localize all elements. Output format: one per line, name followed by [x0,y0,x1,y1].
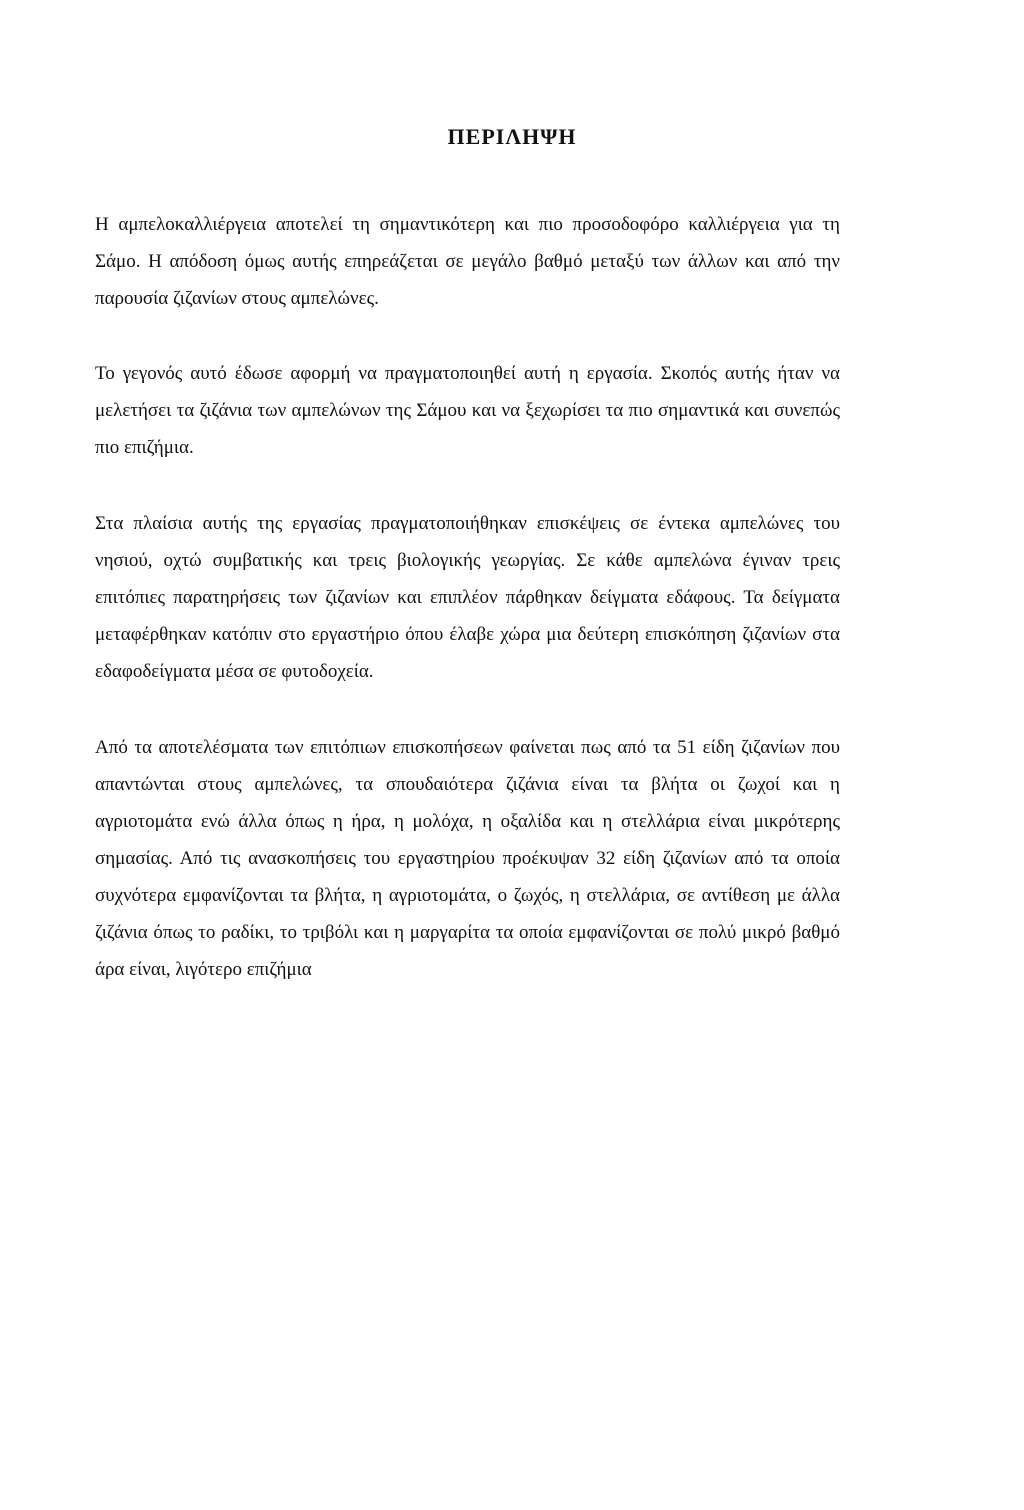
abstract-paragraph-2: Το γεγονός αυτό έδωσε αφορμή να πραγματοποιηθεί αυτή η εργασία. Σκοπός αυτής ήταν να μελετήσει τα ζιζάνια των αμπελώνων της Σάμου και να ξεχωρίσει τα πιο σημαντικά και συνεπώς πιο επιζήμια. [95,363,840,458]
abstract-paragraph-1: Η αμπελοκαλλιέργεια αποτελεί τη σημαντικότερη και πιο προσοδοφόρο καλλιέργεια για τη Σάμο. Η απόδοση όμως αυτής επηρεάζεται σε μεγάλο βαθμό μεταξύ των άλλων και από την παρουσία ζιζανίων στους αμπελώνες. [95,214,840,309]
abstract-paragraph-4: Από τα αποτελέσματα των επιτόπιων επισκοπήσεων φαίνεται πως από τα 51 είδη ζιζανίων που απαντώνται στους αμπελώνες, τα σπουδαιότερα ζιζάνια είναι τα βλήτα οι ζωχοί και η αγριοτομάτα ενώ άλλα όπως η ήρα, η μολόχα, η οξαλίδα και η στελλάρια είναι μικρότερης σημασίας. Από τις ανασκοπήσεις του εργαστηρίου προέκυψαν 32 είδη ζιζανίων από τα οποία συχνότερα εμφανίζονται τα βλήτα, η αγριοτομάτα, ο ζωχός, η στελλάρια, σε αντίθεση με άλλα ζιζάνια όπως το ραδίκι, το τριβόλι και η μαργαρίτα τα οποία εμφανίζονται σε πολύ μικρό βαθμό άρα είναι, λιγότερο επιζήμια [95,737,840,980]
page-title: ΠΕΡΙΛΗΨΗ [447,124,577,149]
abstract-paragraph-3: Στα πλαίσια αυτής της εργασίας πραγματοποιήθηκαν επισκέψεις σε έντεκα αμπελώνες του νησιού, οχτώ συμβατικής και τρεις βιολογικής γεωργίας. Σε κάθε αμπελώνα έγιναν τρεις επιτόπιες παρατηρήσεις των ζιζανίων και επιπλέον πάρθηκαν δείγματα εδάφους. Τα δείγματα μεταφέρθηκαν κατόπιν στο εργαστήριο όπου έλαβε χώρα μια δεύτερη επισκόπηση ζιζανίων στα εδαφοδείγματα μέσα σε φυτοδοχεία. [95,513,840,682]
